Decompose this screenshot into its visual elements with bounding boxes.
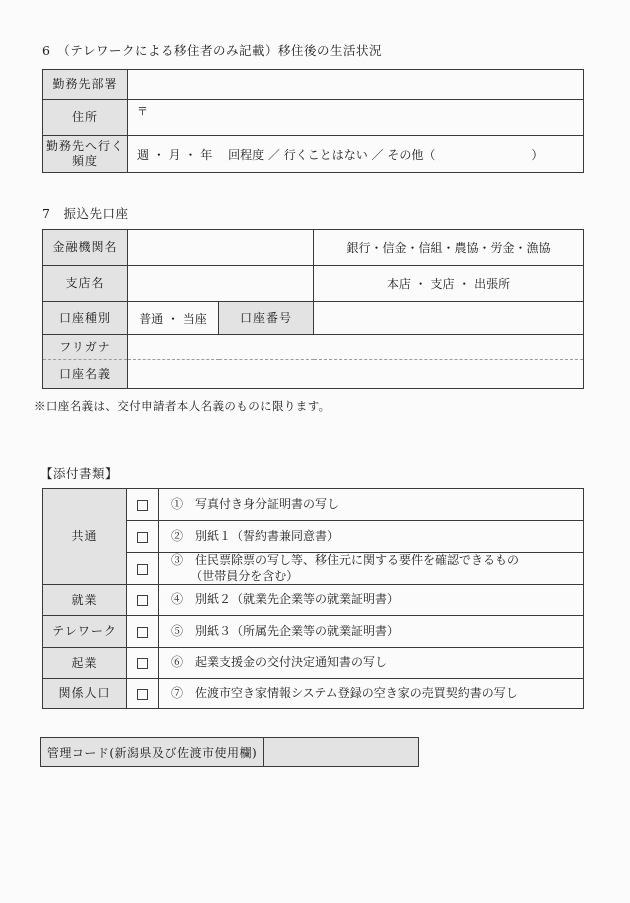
branch-name-label: 支店名 — [43, 266, 128, 302]
checkbox-item3[interactable] — [127, 553, 159, 585]
checkbox-icon — [137, 532, 148, 543]
category-startup: 起業 — [43, 648, 127, 679]
work-department-field — [128, 70, 584, 100]
attachment-item-2: ② 別紙１（誓約書兼同意書） — [159, 521, 584, 553]
attachments-table — [42, 488, 584, 709]
table-row — [43, 302, 584, 335]
table-row — [43, 335, 584, 360]
checkbox-item7[interactable] — [127, 679, 159, 709]
attachment-item-4: ④ 別紙２（就業先企業等の就業証明書） — [159, 585, 584, 616]
account-type-label: 口座種別 — [43, 302, 128, 335]
admin-code-label: 管理コード(新潟県及び佐渡市使用欄) — [41, 738, 264, 767]
attachment-item-3: ③ 住民票除票の写し等、移住元に関する要件を確認できるもの （世帯員分を含む） — [159, 553, 584, 585]
attachment-item-1: ① 写真付き身分証明書の写し — [159, 489, 584, 521]
address-field — [128, 100, 584, 136]
furigana-label: フリガナ — [43, 335, 128, 360]
table-row — [43, 360, 584, 389]
table-row — [41, 738, 419, 767]
checkbox-icon — [137, 595, 148, 606]
branch-name-field — [128, 266, 314, 302]
table-row — [43, 679, 584, 709]
work-department-label: 勤務先部署 — [43, 70, 128, 100]
section7-table — [42, 229, 584, 389]
admin-code-field — [264, 738, 419, 767]
section7-title: 7 振込先口座 — [42, 206, 129, 221]
checkbox-icon — [137, 500, 148, 511]
commute-frequency-label: 勤務先へ行く 頻度 — [43, 136, 128, 173]
attachment-item-5: ⑤ 別紙３（所属先企業等の就業証明書） — [159, 616, 584, 648]
account-type-options: 普通 ・ 当座 — [128, 302, 219, 335]
table-row — [43, 585, 584, 616]
checkbox-item6[interactable] — [127, 648, 159, 679]
checkbox-icon — [137, 564, 148, 575]
account-holder-label: 口座名義 — [43, 360, 128, 389]
commute-frequency-field: 週 ・ 月 ・ 年 回程度 ／ 行くことはない ／ その他（ ） — [128, 136, 584, 173]
postal-mark: 〒 — [137, 105, 148, 118]
table-row — [43, 70, 584, 100]
bank-name-label: 金融機関名 — [43, 230, 128, 266]
attachments-heading: 【添付書類】 — [40, 466, 119, 481]
section6-table — [42, 69, 584, 173]
table-row — [43, 648, 584, 679]
category-related-population: 関係人口 — [43, 679, 127, 709]
table-row — [43, 230, 584, 266]
attachment-item-7: ⑦ 佐渡市空き家情報システム登録の空き家の売買契約書の写し — [159, 679, 584, 709]
checkbox-item1[interactable] — [127, 489, 159, 521]
category-common: 共通 — [43, 489, 127, 585]
bank-name-field — [128, 230, 314, 266]
account-holder-field — [128, 360, 584, 389]
table-row — [43, 266, 584, 302]
table-row — [43, 136, 584, 173]
admin-code-table — [40, 737, 419, 767]
checkbox-item5[interactable] — [127, 616, 159, 648]
table-row — [43, 489, 584, 521]
attachment-item-6: ⑥ 起業支援金の交付決定通知書の写し — [159, 648, 584, 679]
section6-title: 6 （テレワークによる移住者のみ記載）移住後の生活状況 — [42, 43, 382, 58]
category-telework: テレワーク — [43, 616, 127, 648]
address-label: 住所 — [43, 100, 128, 136]
bank-type-options: 銀行・信金・信組・農協・労金・漁協 — [314, 230, 584, 266]
checkbox-item4[interactable] — [127, 585, 159, 616]
branch-type-options: 本店 ・ 支店 ・ 出張所 — [314, 266, 584, 302]
checkbox-item2[interactable] — [127, 521, 159, 553]
checkbox-icon — [137, 658, 148, 669]
table-row — [43, 616, 584, 648]
category-employment: 就業 — [43, 585, 127, 616]
checkbox-icon — [137, 689, 148, 700]
furigana-field — [128, 335, 584, 360]
account-number-label: 口座番号 — [219, 302, 314, 335]
checkbox-icon — [137, 627, 148, 638]
account-holder-note: ※口座名義は、交付申請者本人名義のものに限ります。 — [34, 399, 331, 413]
table-row — [43, 100, 584, 136]
account-number-field — [314, 302, 584, 335]
